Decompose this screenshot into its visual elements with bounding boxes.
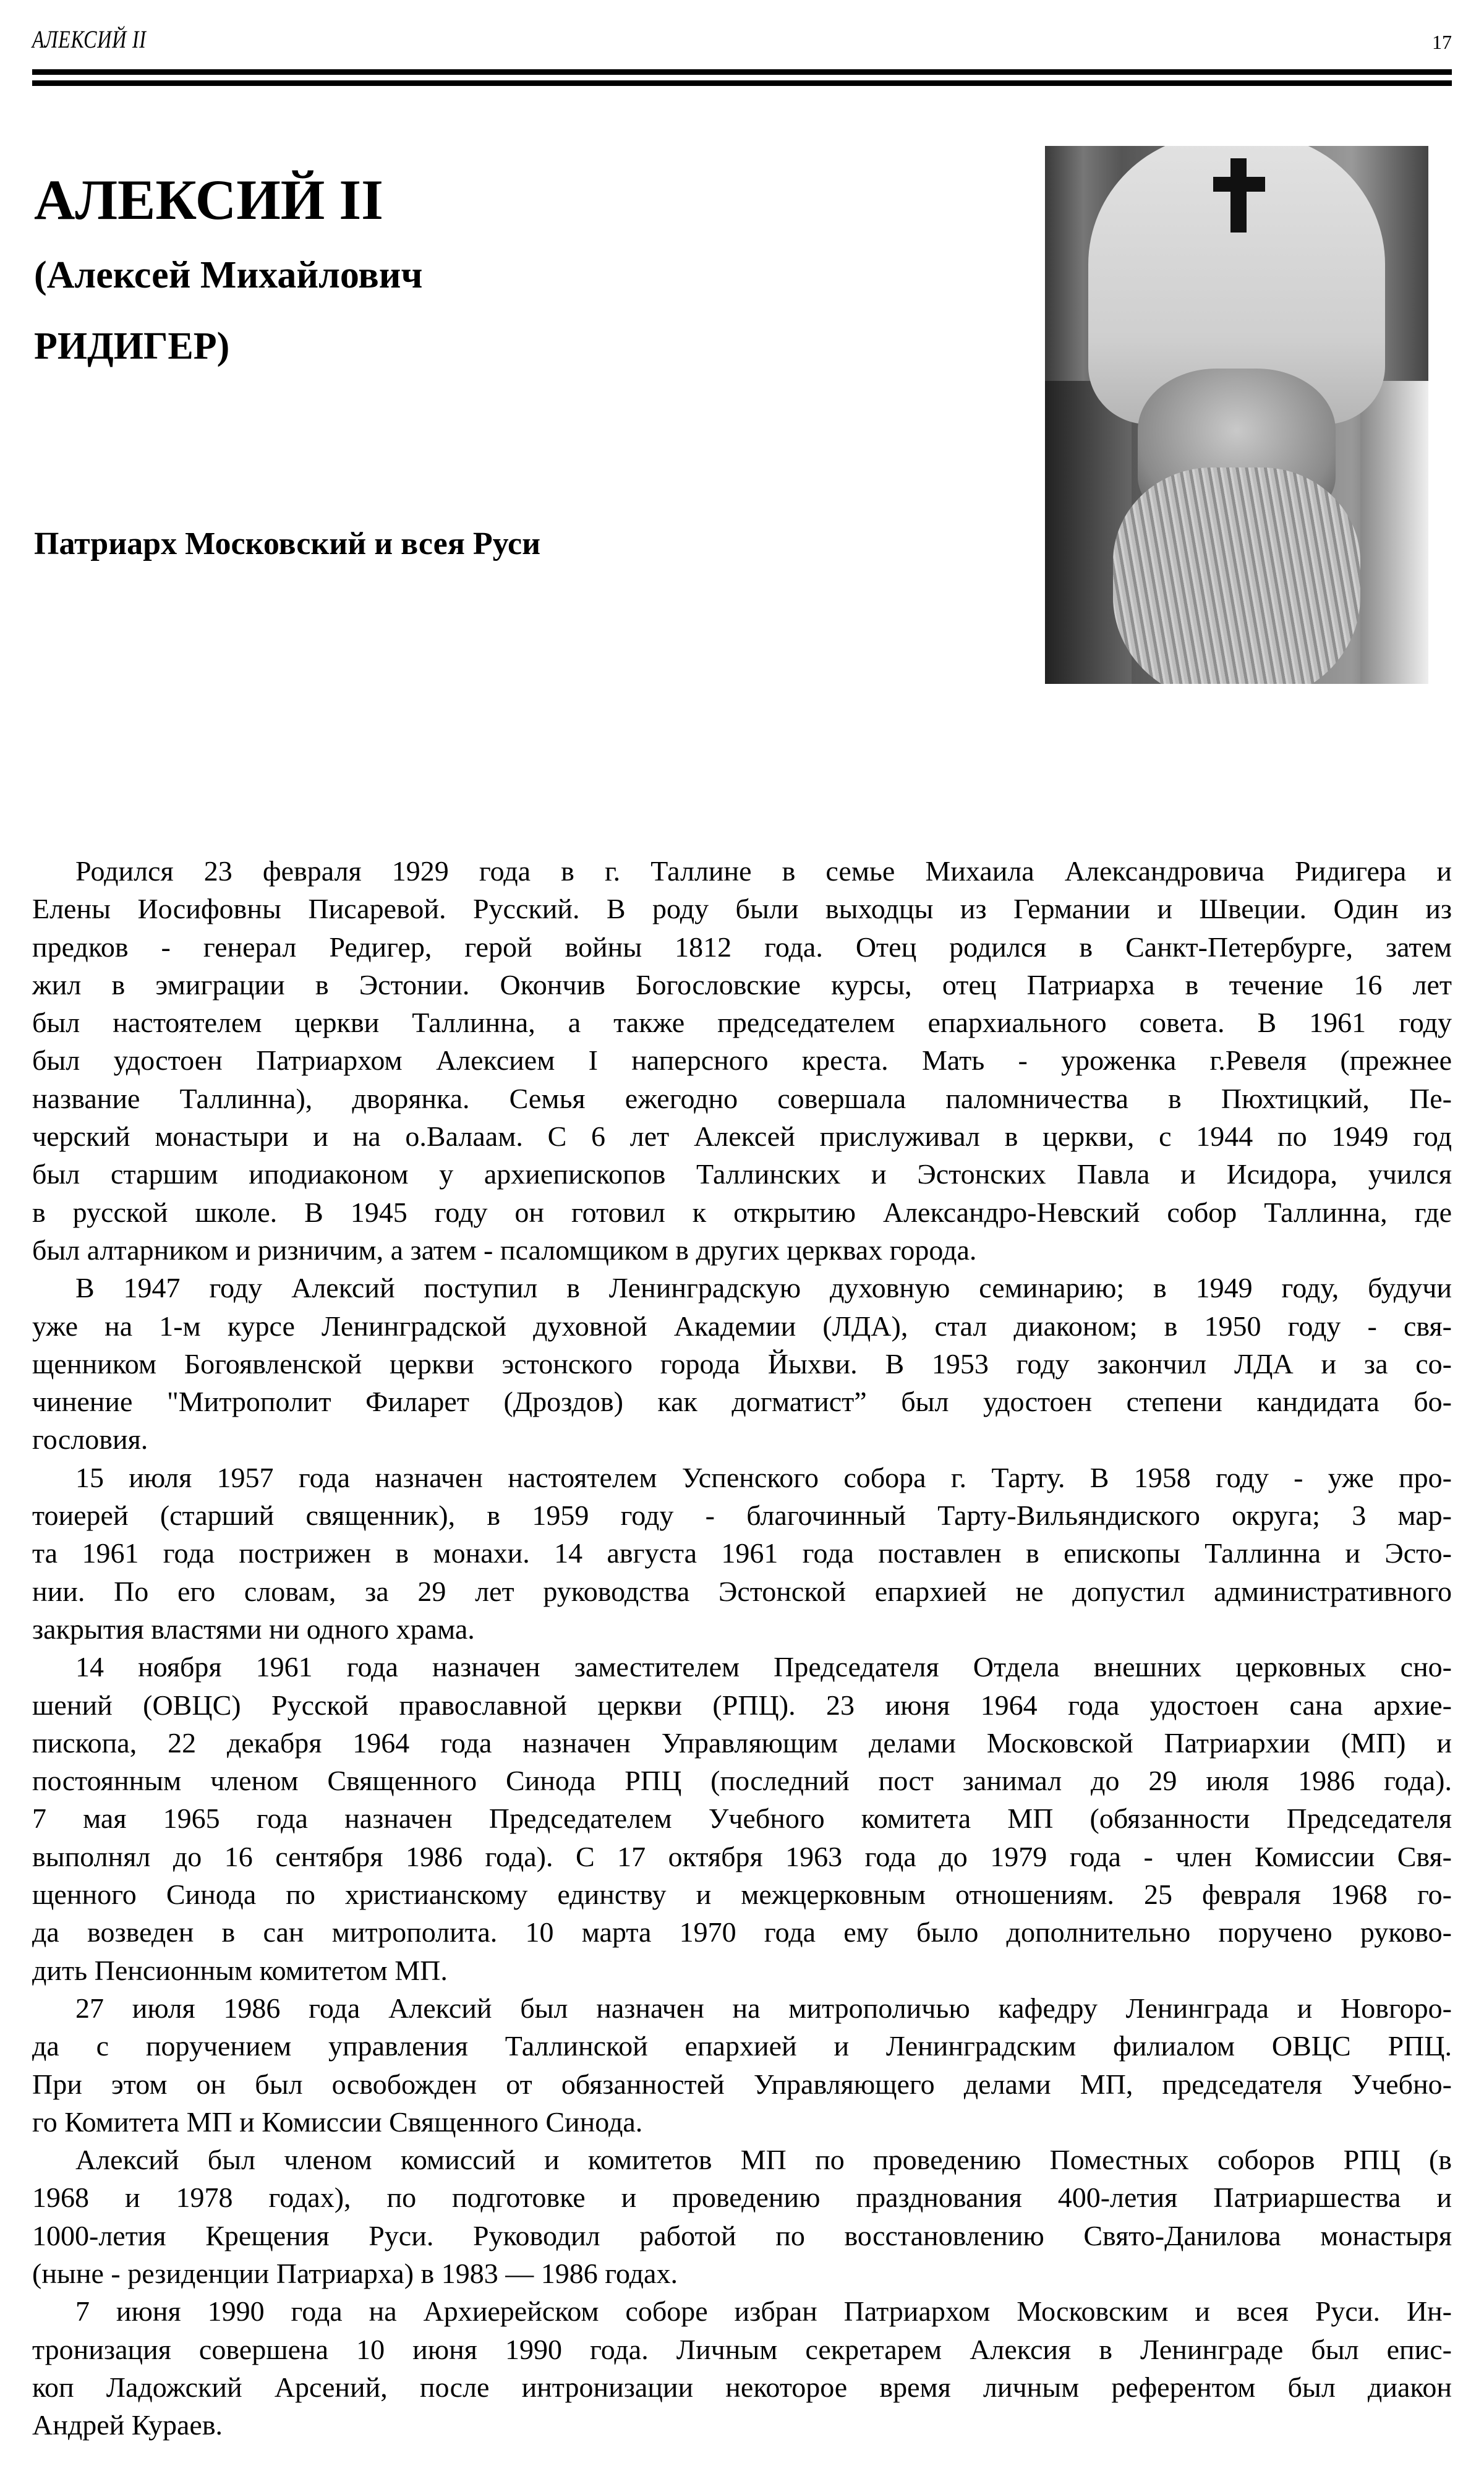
text-line: черский монастыри и на о.Валаам. С 6 лет Алексей прислуживал в церкви, с 1944 по 1949 год <box>32 1120 1452 1153</box>
text-line: Елены Иосифовны Писаревой. Русский. В роду были выходцы из Германии и Швеции. Один из <box>32 893 1452 925</box>
text-line: название Таллинна), дворянка. Семья ежегодно совершала паломничества в Пюхтицкий, Пе- <box>32 1082 1452 1114</box>
text-line: (ныне - резиденции Патриарха) в 1983 — 1986 годах. <box>32 2257 678 2289</box>
text-line: 1968 и 1978 годах), по подготовке и проведению празднования 400-летия Патриаршества и <box>32 2182 1452 2214</box>
text-line: выполнял до 16 сентября 1986 года). С 17 октября 1963 года до 1979 года - член Комиссии Свя- <box>32 1840 1452 1872</box>
text-line: гословия. <box>32 1423 148 1456</box>
full-name-line1: (Алексей Михайлович <box>34 254 423 296</box>
role-title: Патриарх Московский и всея Руси <box>34 526 541 561</box>
paragraph <box>32 2141 1452 2292</box>
text-line: был старшим иподиаконом у архиепископов Таллинских и Эстонских Павла и Исидора, учился <box>32 1158 1452 1190</box>
text-line: го Комитета МП и Комиссии Священного Синода. <box>32 2106 643 2138</box>
text-line: 15 июля 1957 года назначен настоятелем Успенского собора г. Тарту. В 1958 году - уже про- <box>75 1461 1452 1493</box>
text-line: 7 июня 1990 года на Архиерейском соборе избран Патриархом Московским и всея Руси. Ин- <box>75 2295 1452 2328</box>
text-line: 27 июля 1986 года Алексий был назначен на митрополичью кафедру Ленинграда и Новгоро- <box>75 1992 1452 2024</box>
text-line: был алтарником и ризничим, а затем - псаломщиком в других церквах города. <box>32 1234 977 1266</box>
text-line: Родился 23 февраля 1929 года в г. Таллине в семье Михаила Александровича Ридигера и <box>75 855 1452 887</box>
text-line: Алексий был членом комиссий и комитетов МП по проведению Поместных соборов РПЦ (в <box>75 2144 1452 2176</box>
text-line: да возведен в сан митрополита. 10 марта 1970 года ему было дополнительно поручено руково- <box>32 1916 1452 1948</box>
text-line: 14 ноября 1961 года назначен заместителем Председателя Отдела внешних церковных сно- <box>75 1651 1452 1683</box>
text-line: да с поручением управления Таллинской епархией и Ленинградским филиалом ОВЦС РПЦ. <box>32 2030 1452 2062</box>
text-line: шений (ОВЦС) Русской православной церкви (РПЦ). 23 июня 1964 года удостоен сана архие- <box>32 1689 1452 1721</box>
veil-light <box>1360 381 1428 684</box>
header-rule <box>32 69 1452 75</box>
header-rule <box>32 80 1452 86</box>
text-line: предков - генерал Редигер, герой войны 1812 года. Отец родился в Санкт-Петербурге, затем <box>32 931 1452 963</box>
text-line: тронизация совершена 10 июня 1990 года. Личным секретарем Алексия в Ленинграде был епис- <box>32 2333 1452 2365</box>
cross-icon-bar <box>1213 177 1265 192</box>
page-title: АЛЕКСИЙ II <box>34 168 383 231</box>
text-line: чинение "Митрополит Филарет (Дроздов) как догматист” был удостоен степени кандидата бо- <box>32 1386 1452 1418</box>
text-line: был удостоен Патриархом Алексием I наперсного креста. Мать - уроженка г.Ревеля (прежнее <box>32 1044 1452 1077</box>
full-name-line2: РИДИГЕР) <box>34 325 230 367</box>
beard <box>1113 467 1360 684</box>
text-line: та 1961 года пострижен в монахи. 14 августа 1961 года поставлен в епископы Таллинна и Эсто- <box>32 1537 1452 1569</box>
paragraph <box>32 1648 1452 1989</box>
paragraph <box>32 1269 1452 1458</box>
text-line: 7 мая 1965 года назначен Председателем Учебного комитета МП (обязанности Председателя <box>32 1803 1452 1835</box>
text-line: пископа, 22 декабря 1964 года назначен Управляющим делами Московской Патриархии (МП) и <box>32 1726 1452 1759</box>
text-line: 1000-летия Крещения Руси. Руководил работой по восстановлению Свято-Данилова монастыря <box>32 2219 1452 2251</box>
article-body <box>32 852 1452 2444</box>
text-line: Андрей Кураев. <box>32 2409 223 2441</box>
running-title: АЛЕКСИЙ II <box>32 25 147 53</box>
text-line: щенного Синода по христианскому единству и межцерковным отношениям. 25 февраля 1968 го- <box>32 1879 1452 1911</box>
text-line: был настоятелем церкви Таллинна, а также председателем епархиального совета. В 1961 году <box>32 1007 1452 1039</box>
page-number: 17 <box>1432 31 1452 53</box>
cross-icon <box>1230 158 1247 233</box>
text-line: уже на 1-м курсе Ленинградской духовной Академии (ЛДА), стал диаконом; в 1950 году - свя- <box>32 1310 1452 1342</box>
paragraph <box>32 2292 1452 2444</box>
text-line: щенником Богоявленской церкви эстонского города Йыхви. В 1953 году закончил ЛДА и за со- <box>32 1347 1452 1380</box>
text-line: в русской школе. В 1945 году он готовил к открытию Александро-Невский собор Таллинна, где <box>32 1196 1452 1228</box>
text-line: жил в эмиграции в Эстонии. Окончив Богословские курсы, отец Патриарха в течение 16 лет <box>32 968 1452 1001</box>
portrait-photo <box>1045 146 1428 684</box>
text-line: постоянным членом Священного Синода РПЦ (последний пост занимал до 29 июля 1986 года). <box>32 1765 1452 1797</box>
paragraph <box>32 1459 1452 1648</box>
text-line: В 1947 году Алексий поступил в Ленинградскую духовную семинарию; в 1949 году, будучи <box>75 1272 1452 1304</box>
text-line: При этом он был освобожден от обязанностей Управляющего делами МП, председателя Учебно- <box>32 2068 1452 2100</box>
paragraph <box>32 1989 1452 2141</box>
text-line: тоиерей (старший священник), в 1959 году - благочинный Тарту-Вильяндиского округа; 3 мар- <box>32 1500 1452 1532</box>
text-line: дить Пенсионным комитетом МП. <box>32 1954 448 1986</box>
paragraph <box>32 852 1452 1269</box>
text-line: закрытия властями ни одного храма. <box>32 1613 475 1645</box>
text-line: коп Ладожский Арсений, после интронизации некоторое время личным референтом был диакон <box>32 2371 1452 2403</box>
text-line: нии. По его словам, за 29 лет руководства Эстонской епархией не допустил административного <box>32 1575 1452 1607</box>
